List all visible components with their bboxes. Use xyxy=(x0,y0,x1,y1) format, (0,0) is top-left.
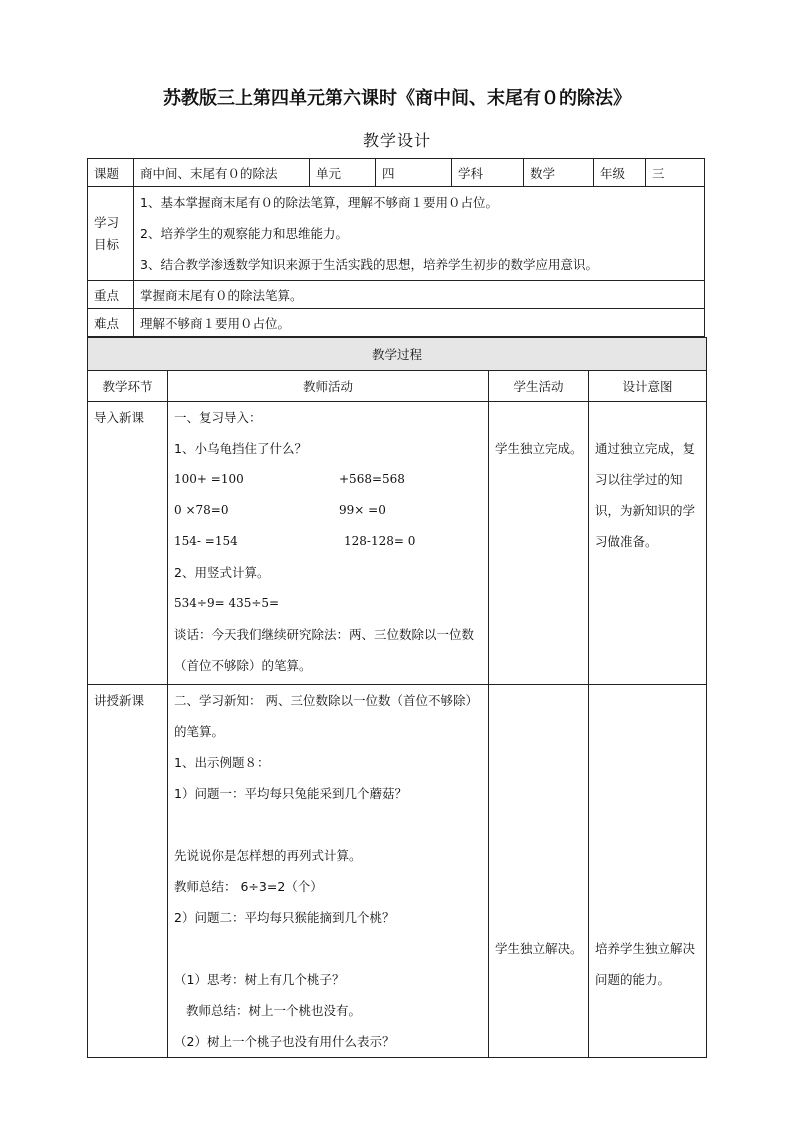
design-intent xyxy=(589,685,707,1058)
equation: 0 ×78=0 xyxy=(174,503,229,517)
topic-label: 课题 xyxy=(88,159,134,187)
equation-row xyxy=(174,495,482,526)
teacher-line: 1、小乌龟挡住了什么？ xyxy=(174,441,307,456)
equation: 100+ =100 xyxy=(174,472,244,486)
teacher-line: 教师总结： 6÷3=2（个） xyxy=(174,879,323,894)
teacher-activity xyxy=(168,685,489,1058)
student-text: 学生独立解决。 xyxy=(495,941,583,956)
unit-label: 单元 xyxy=(310,159,376,187)
subject-label: 学科 xyxy=(452,159,524,187)
document-title: 苏教版三上第四单元第六课时《商中间、末尾有０的除法》 xyxy=(163,88,631,109)
info-row-key xyxy=(88,281,705,309)
goals-content xyxy=(134,187,705,281)
teacher-line: 2、用竖式计算。 xyxy=(174,565,270,580)
equation: 128-128= 0 xyxy=(344,534,416,548)
goals-label xyxy=(88,187,134,281)
column-header-student: 学生活动 xyxy=(489,371,589,402)
teacher-line: 先说说你是怎样想的再列式计算。 xyxy=(174,848,362,863)
spacer xyxy=(174,809,482,840)
info-row-difficulty xyxy=(88,309,705,337)
grade-value: 三 xyxy=(646,159,705,187)
stage-name xyxy=(88,685,168,1058)
spacer xyxy=(174,933,482,964)
equation: 154- =154 xyxy=(174,534,238,548)
spacer xyxy=(495,685,582,933)
document-subtitle: 教学设计 xyxy=(362,131,431,150)
student-activity xyxy=(489,685,589,1058)
teacher-line: 534÷9= 435÷5= xyxy=(174,596,280,610)
goals-label-line-2: 目标 xyxy=(94,236,120,252)
intent-text: 通过独立完成，复习以往学过的知识，为新知识的学习做准备。 xyxy=(595,441,696,549)
process-row-intro xyxy=(88,402,707,685)
equation: 99× =0 xyxy=(339,503,386,517)
teacher-line: 二、学习新知： 两、三位数除以一位数（首位不够除）的笔算。 xyxy=(174,693,478,739)
unit-value: 四 xyxy=(376,159,452,187)
process-header-row xyxy=(88,338,707,371)
grade-label: 年级 xyxy=(594,159,646,187)
process-header: 教学过程 xyxy=(88,338,707,371)
column-header-intent: 设计意图 xyxy=(589,371,707,402)
teacher-line: （2）树上一个桃子也没有用什么表示？ xyxy=(174,1034,395,1049)
teacher-line: 2）问题二：平均每只猴能摘到几个桃？ xyxy=(174,910,395,925)
teaching-process-table xyxy=(87,337,707,1058)
key-label: 重点 xyxy=(88,281,134,309)
goal-item: 2、培养学生的观察能力和思维能力。 xyxy=(140,226,348,241)
stage-name-text: 讲授新课 xyxy=(94,693,145,708)
teacher-line: 教师总结：树上一个桃也没有。 xyxy=(186,1003,362,1018)
intent-text: 培养学生独立解决问题的能力。 xyxy=(595,941,696,987)
goal-item: 3、结合教学渗透数学知识来源于生活实践的思想，培养学生初步的数学应用意识。 xyxy=(140,257,598,272)
info-row-topic xyxy=(88,159,705,187)
equation-row xyxy=(174,464,482,495)
teacher-activity xyxy=(168,402,489,685)
student-text: 学生独立完成。 xyxy=(495,441,583,456)
teacher-line: 一、复习导入： xyxy=(174,410,262,425)
teacher-line: 谈话：今天我们继续研究除法：两、三位数除以一位数（首位不够除）的笔算。 xyxy=(174,627,475,673)
spacer xyxy=(595,685,700,933)
student-activity xyxy=(489,402,589,685)
key-value: 掌握商末尾有０的除法笔算。 xyxy=(134,281,705,309)
difficulty-value: 理解不够商１要用０占位。 xyxy=(134,309,705,337)
spacer xyxy=(495,402,582,433)
topic-value: 商中间、末尾有０的除法 xyxy=(134,159,310,187)
info-row-goals xyxy=(88,187,705,281)
goal-item: 1、基本掌握商末尾有０的除法笔算，理解不够商１要用０占位。 xyxy=(140,195,498,210)
process-column-header-row xyxy=(88,371,707,402)
spacer xyxy=(595,402,700,433)
difficulty-label: 难点 xyxy=(88,309,134,337)
goals-label-line-1: 学习 xyxy=(94,214,120,230)
process-row-new xyxy=(88,685,707,1058)
design-intent xyxy=(589,402,707,685)
column-header-stage: 教学环节 xyxy=(88,371,168,402)
teacher-line: （1）思考：树上有几个桃子？ xyxy=(174,972,345,987)
equation: +568=568 xyxy=(339,472,405,486)
equation-row xyxy=(174,526,482,557)
column-header-teacher: 教师活动 xyxy=(168,371,489,402)
teacher-line: 1）问题一：平均每只兔能采到几个蘑菇？ xyxy=(174,786,407,801)
stage-name-text: 导入新课 xyxy=(94,410,145,425)
teacher-line: 1、出示例题８： xyxy=(174,755,270,770)
subject-value: 数学 xyxy=(524,159,594,187)
lesson-info-table xyxy=(87,158,705,337)
stage-name xyxy=(88,402,168,685)
